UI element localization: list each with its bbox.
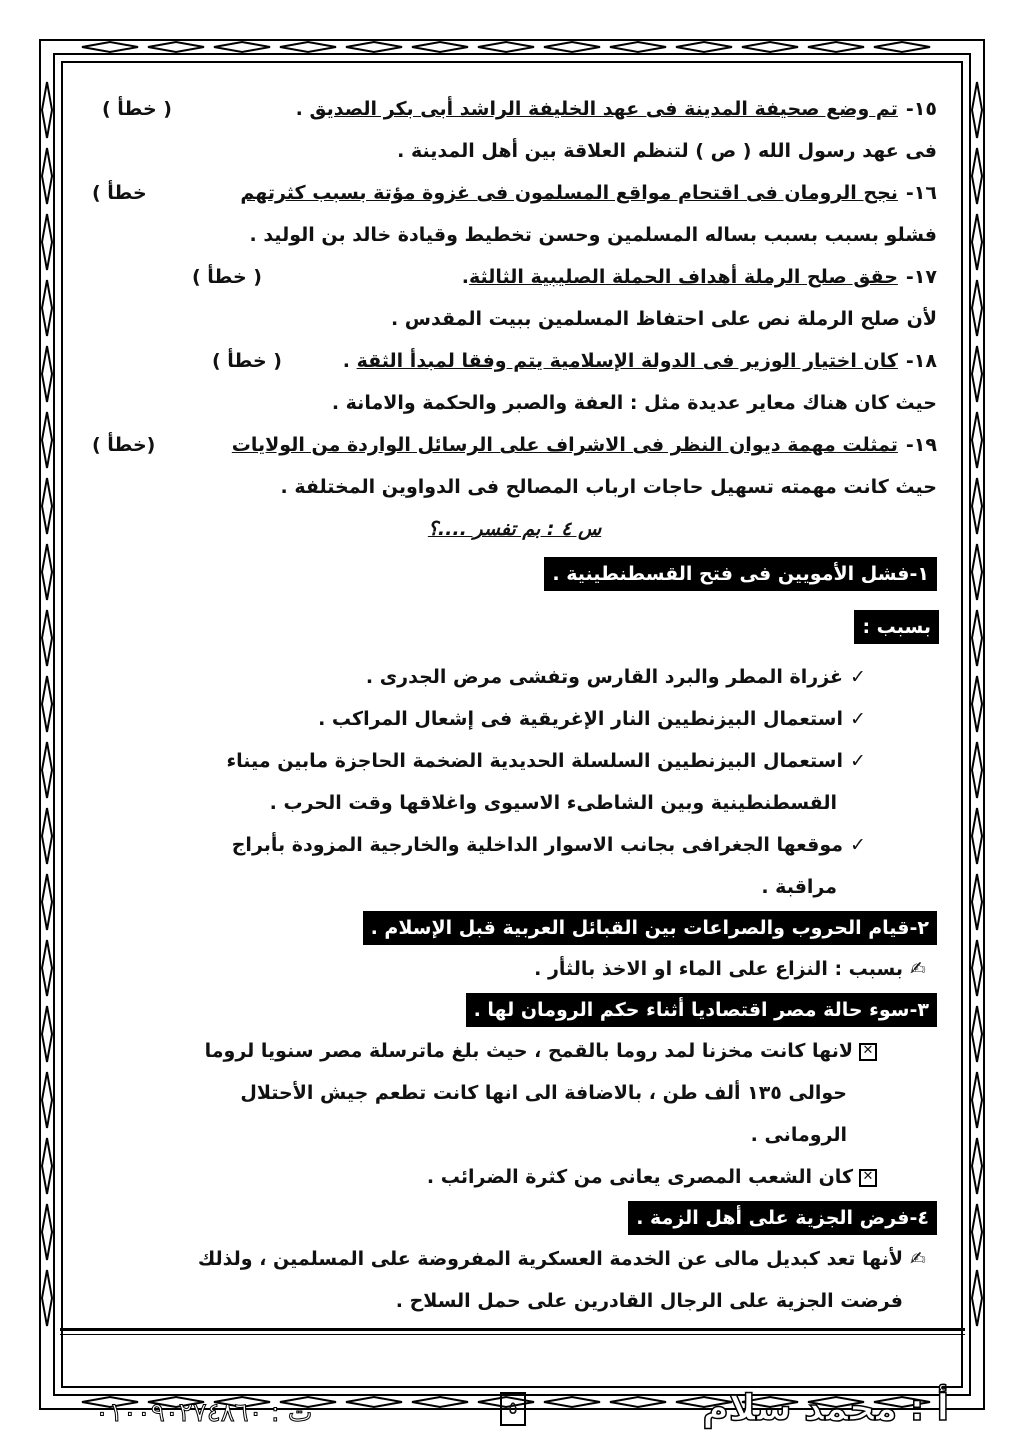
item-answer: (خطأ )	[92, 434, 156, 456]
border-ornament	[42, 346, 52, 402]
check-icon: ✓	[850, 834, 866, 856]
reason-text: كان الشعب المصرى يعانى من كثرة الضرائب .	[426, 1166, 853, 1188]
footer-rule	[60, 1328, 965, 1331]
border-ornament	[742, 42, 798, 52]
border-ornament	[412, 1397, 468, 1407]
x-box-icon: ✕	[859, 1043, 877, 1061]
border-ornament	[972, 82, 982, 138]
border-ornament	[808, 42, 864, 52]
section4-line-1: لأنها تعد كبديل مالى عن الخدمة العسكرية المفروضة على المسلمين ، ولذلك	[197, 1248, 903, 1270]
border-ornament	[972, 412, 982, 468]
item-statement: كان اختيار الوزير فى الدولة الإسلامية يتم وفقا لمبدأ الثقة	[356, 350, 898, 372]
item-number: ١٦-	[905, 182, 937, 204]
item-correction: حيث كان هناك معاير عديدة مثل : العفة والصبر والحكمة والامانة .	[331, 392, 937, 414]
item-statement: تمثلت مهمة ديوان النظر فى الاشراف على الرسائل الواردة من الولايات	[231, 434, 898, 456]
cause-bullet	[92, 866, 937, 908]
question-item	[92, 88, 937, 130]
question-subheading: س ٤ : بم تفسر ....؟	[427, 518, 602, 540]
section2-line: بسبب : النزاع على الماء او الاخذ بالثأر .	[534, 958, 903, 980]
border-ornament	[42, 148, 52, 204]
border-ornament	[42, 280, 52, 336]
border-ornament	[42, 940, 52, 996]
x-box-icon: ✕	[859, 1169, 877, 1187]
section-heading-1: ١-فشل الأمويين فى فتح القسطنطينية .	[544, 557, 937, 591]
check-icon: ✓	[850, 666, 866, 688]
border-ornament	[676, 42, 732, 52]
item-punct: .	[461, 266, 469, 288]
item-answer: ( خطأ )	[192, 266, 262, 288]
item-statement: حقق صلح الرملة أهداف الحملة الصليبية الثالثة	[468, 266, 898, 288]
border-ornament	[478, 42, 534, 52]
cause-text: استعمال البيزنطيين النار الإغريقية فى إشعال المراكب .	[318, 708, 843, 730]
item-number: ١٩-	[905, 434, 937, 456]
border-ornament	[972, 280, 982, 336]
border-ornament	[42, 82, 52, 138]
border-ornament	[412, 42, 468, 52]
border-ornament	[972, 544, 982, 600]
item-number: ١٧-	[905, 266, 937, 288]
cause-text: موقعها الجغرافى بجانب الاسوار الداخلية والخارجية المزودة بأبراج	[231, 834, 843, 856]
border-ornament	[972, 742, 982, 798]
border-ornament	[42, 610, 52, 666]
item-number: ١٥-	[905, 98, 937, 120]
question-item	[92, 424, 937, 466]
writing-hand-icon: ✍	[910, 1248, 926, 1270]
question-item	[92, 172, 937, 214]
border-ornament	[610, 1397, 666, 1407]
author-name: أ : محمد سلام	[702, 1388, 949, 1429]
border-ornament	[972, 214, 982, 270]
border-ornament	[42, 478, 52, 534]
border-ornament	[42, 1204, 52, 1260]
section-heading-3: ٣-سوء حالة مصر اقتصاديا أثناء حكم الرومان لها .	[466, 993, 937, 1027]
border-ornament	[42, 412, 52, 468]
border-ornament	[214, 42, 270, 52]
border-ornament	[544, 1397, 600, 1407]
document-body	[92, 88, 937, 1322]
section-heading-2: ٢-قيام الحروب والصراعات بين القبائل العربية قبل الإسلام .	[363, 911, 937, 945]
item-correction: لأن صلح الرملة نص على احتفاظ المسلمين ببيت المقدس .	[390, 308, 937, 330]
section-heading-4: ٤-فرض الجزية على أهل الزمة .	[628, 1201, 937, 1235]
item-correction: فشلو بسبب بسبب بساله المسلمين وحسن تخطيط وقيادة خالد بن الوليد .	[249, 224, 937, 246]
item-statement: تم وضع صحيفة المدينة فى عهد الخليفة الراشد أبى بكر الصديق	[309, 98, 898, 120]
border-ornament	[972, 808, 982, 864]
check-icon: ✓	[850, 750, 866, 772]
item-correction: فى عهد رسول الله ( ص ) لتنظم العلاقة بين أهل المدينة .	[397, 140, 937, 162]
border-ornament	[280, 42, 336, 52]
border-ornament	[972, 148, 982, 204]
question-item	[92, 340, 937, 382]
border-ornament	[42, 808, 52, 864]
border-ornament	[82, 42, 138, 52]
item-answer: خطأ )	[92, 182, 147, 204]
border-ornament	[42, 676, 52, 732]
border-ornament	[972, 874, 982, 930]
cause-bullet	[92, 656, 937, 698]
reason-text: الرومانى .	[750, 1124, 847, 1146]
border-ornament	[42, 214, 52, 270]
reason-point	[92, 1030, 937, 1072]
cause-text: استعمال البيزنطيين السلسلة الحديدية الضخمة الحاجزة مابين ميناء	[226, 750, 843, 772]
border-ornament	[610, 42, 666, 52]
cause-text: غزراة المطر والبرد القارس وتفشى مرض الجدرى .	[365, 666, 843, 688]
border-ornament	[42, 1270, 52, 1326]
cause-bullet	[92, 740, 937, 782]
cause-text: القسطنطينية وبين الشاطىء الاسيوى واغلاقها وقت الحرب .	[269, 792, 837, 814]
border-ornament	[42, 1072, 52, 1128]
border-ornament	[972, 940, 982, 996]
cause-bullet	[92, 698, 937, 740]
border-ornament	[972, 610, 982, 666]
footer-rule-thin	[60, 1334, 965, 1335]
border-ornament	[42, 874, 52, 930]
border-ornament	[42, 544, 52, 600]
border-ornament	[42, 1138, 52, 1194]
check-icon: ✓	[850, 708, 866, 730]
question-item	[92, 256, 937, 298]
border-ornament	[972, 1138, 982, 1194]
item-number: ١٨-	[905, 350, 937, 372]
cause-label: بسبب :	[854, 610, 939, 644]
cause-bullet	[92, 824, 937, 866]
border-ornament	[42, 742, 52, 798]
phone-number: ت : ٠١٠٠٩٠٢٧٤٨٦٠	[95, 1398, 313, 1428]
item-punct: .	[295, 98, 310, 120]
cause-text: مراقبة .	[761, 876, 837, 898]
item-correction: حيث كانت مهمته تسهيل حاجات ارباب المصالح فى الدواوين المختلفة .	[280, 476, 937, 498]
writing-hand-icon: ✍	[910, 958, 926, 980]
border-ornament	[972, 1072, 982, 1128]
border-ornament	[972, 1204, 982, 1260]
reason-point	[92, 1156, 937, 1198]
section4-line-2: فرضت الجزية على الرجال القادرين على حمل السلاح .	[395, 1290, 903, 1312]
border-ornament	[346, 42, 402, 52]
border-ornament	[42, 1006, 52, 1062]
border-ornament	[972, 478, 982, 534]
item-statement: نجح الرومان فى اقتحام مواقع المسلمون فى غزوة مؤتة بسبب كثرتهم	[240, 182, 898, 204]
border-ornament	[874, 42, 930, 52]
item-answer: ( خطأ )	[212, 350, 282, 372]
reason-point	[92, 1072, 937, 1114]
cause-bullet	[92, 782, 937, 824]
reason-text: لانها كانت مخزنا لمد روما بالقمح ، حيث بلغ ماترسلة مصر سنويا لروما	[204, 1040, 853, 1062]
border-ornament	[972, 676, 982, 732]
border-ornament	[972, 346, 982, 402]
reason-point	[92, 1114, 937, 1156]
item-answer: ( خطأ )	[102, 98, 172, 120]
border-ornament	[346, 1397, 402, 1407]
border-ornament	[148, 42, 204, 52]
reason-text: حوالى ١٣٥ ألف طن ، بالاضافة الى انها كانت تطعم جيش الأحتلال	[240, 1082, 847, 1104]
border-ornament	[544, 42, 600, 52]
item-punct: .	[342, 350, 357, 372]
page-number: ٥	[500, 1392, 526, 1426]
border-ornament	[972, 1006, 982, 1062]
border-ornament	[972, 1270, 982, 1326]
